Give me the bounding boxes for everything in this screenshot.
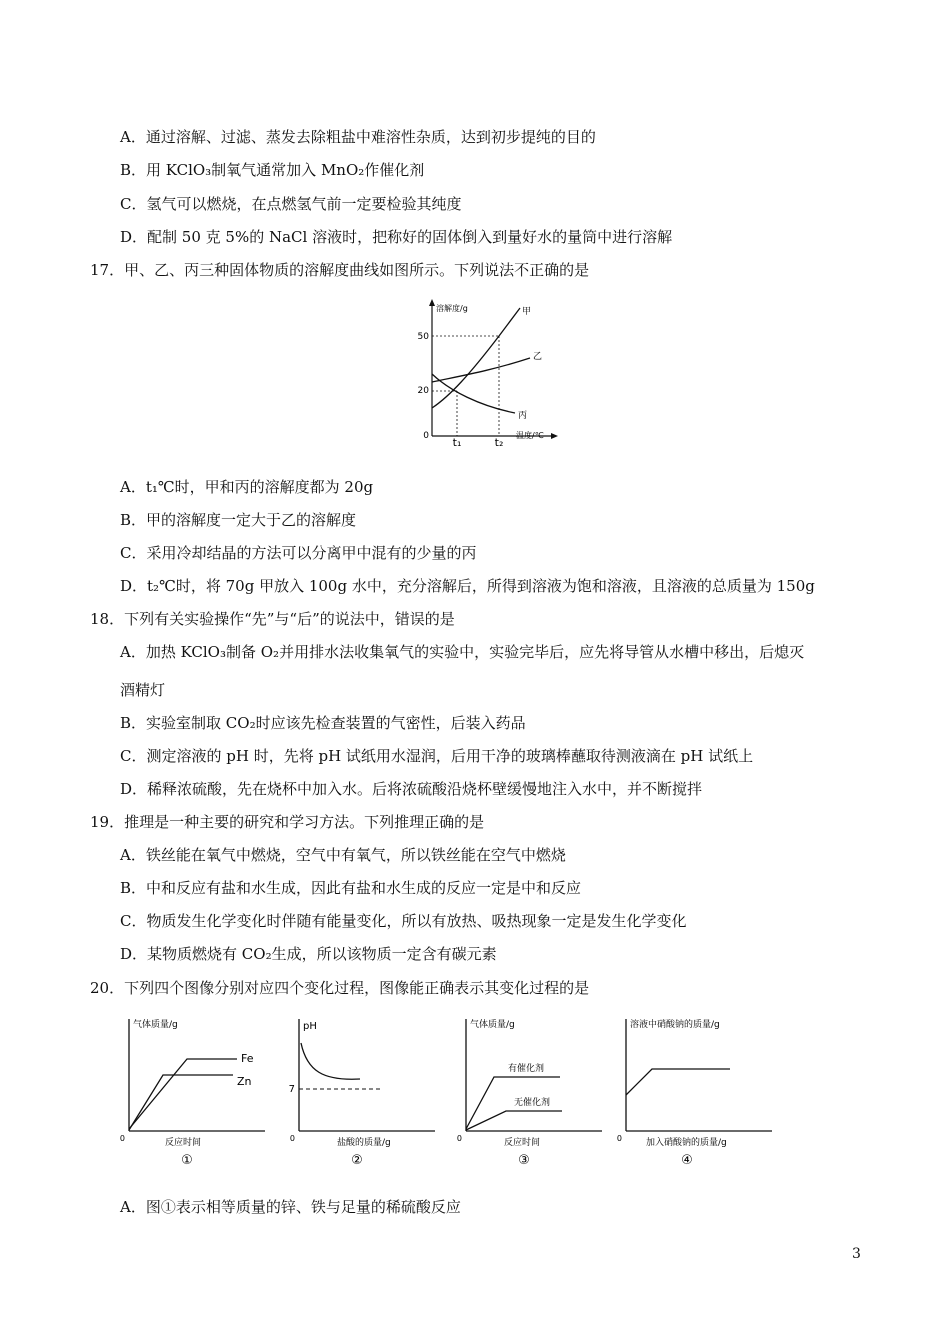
q17-option-a: A．t₁℃时，甲和丙的溶解度都为 20g	[120, 478, 374, 496]
g1-ylabel: 气体质量/g	[133, 1020, 178, 1030]
q19-option-b: B．中和反应有盐和水生成，因此有盐和水生成的反应一定是中和反应	[120, 879, 582, 897]
q19-option-c: C．物质发生化学变化时伴随有能量变化，所以有放热、吸热现象一定是发生化学变化	[120, 912, 687, 930]
graph-1	[115, 1013, 275, 1173]
sol-curve-label-jia: 甲	[522, 307, 532, 317]
sol-curve-label-yi: 乙	[533, 352, 543, 362]
g4-ylabel: 溶液中硝酸钠的质量/g	[630, 1020, 720, 1030]
g1-num: ①	[181, 1153, 193, 1168]
q16-option-a: A．通过溶解、过滤、蒸发去除粗盐中难溶性杂质，达到初步提纯的目的	[120, 128, 596, 146]
sol-ytick-20: 20	[417, 386, 429, 396]
g2-ylabel: pH	[303, 1021, 317, 1032]
page-number: 3	[852, 1246, 861, 1262]
sol-origin: 0	[423, 431, 429, 441]
curve-yi	[432, 358, 530, 382]
q18-option-a-line2: 酒精灯	[120, 681, 166, 699]
y-axis-arrow	[429, 299, 435, 306]
sol-ylabel: 溶解度/g	[436, 304, 468, 313]
sol-xtick-t2: t₂	[494, 436, 504, 448]
g3-num: ③	[518, 1153, 530, 1168]
g3-origin: 0	[456, 1134, 462, 1143]
graph-3	[452, 1013, 612, 1173]
q17-option-b: B．甲的溶解度一定大于乙的溶解度	[120, 511, 357, 529]
q20-option-a: A．图①表示相等质量的锌、铁与足量的稀硫酸反应	[120, 1198, 461, 1216]
q17-option-c: C．采用冷却结晶的方法可以分离甲中混有的少量的丙	[120, 544, 477, 562]
sol-curve-label-bing: 丙	[518, 411, 528, 421]
curve-jia	[432, 308, 520, 408]
solubility-chart	[410, 296, 560, 448]
g3-without-catalyst-line	[466, 1111, 562, 1130]
g1-zn-label: Zn	[237, 1075, 252, 1088]
q16-option-b: B．用 KClO₃制氧气通常加入 MnO₂作催化剂	[120, 161, 425, 179]
q17-option-d: D．t₂℃时，将 70g 甲放入 100g 水中，充分溶解后，所得到溶液为饱和溶液，且溶液的总质量为 150g	[120, 577, 815, 595]
q19-stem: 19．推理是一种主要的研究和学习方法。下列推理正确的是	[90, 813, 485, 831]
g2-tick-7: 7	[288, 1084, 295, 1095]
g4-xlabel: 加入硝酸钠的质量/g	[646, 1138, 727, 1148]
q18-stem: 18．下列有关实验操作“先”与“后”的说法中，错误的是	[90, 610, 455, 628]
g3-xlabel: 反应时间	[504, 1138, 541, 1148]
g4-origin: 0	[616, 1134, 622, 1143]
graph-4	[612, 1013, 782, 1173]
q17-stem: 17．甲、乙、丙三种固体物质的溶解度曲线如图所示。下列说法不正确的是	[90, 261, 590, 279]
q16-option-d: D．配制 50 克 5%的 NaCl 溶液时，把称好的固体倒入到量好水的量筒中进行溶解	[120, 228, 673, 246]
g2-origin: 0	[289, 1134, 295, 1143]
g3-label-without: 无催化剂	[514, 1098, 551, 1108]
g3-ylabel: 气体质量/g	[470, 1020, 515, 1030]
graph-2	[285, 1013, 445, 1173]
g4-num: ④	[681, 1153, 693, 1168]
g2-curve	[301, 1043, 360, 1079]
sol-xlabel: 温度/℃	[516, 431, 544, 440]
q18-option-a-line1: A．加热 KClO₃制备 O₂并用排水法收集氧气的实验中，实验完毕后，应先将导管从水槽中移出，后熄灭	[120, 643, 805, 661]
g2-xlabel: 盐酸的质量/g	[337, 1138, 391, 1148]
g1-fe-label: Fe	[241, 1052, 254, 1065]
q18-option-c: C．测定溶液的 pH 时，先将 pH 试纸用水湿润，后用干净的玻璃棒蘸取待测液滴在 pH 试纸上	[120, 747, 754, 765]
sol-ytick-50: 50	[417, 332, 429, 342]
x-axis-arrow	[551, 433, 558, 439]
sol-xtick-t1: t₁	[452, 436, 462, 448]
g1-xlabel: 反应时间	[165, 1138, 202, 1148]
q16-option-c: C．氢气可以燃烧，在点燃氢气前一定要检验其纯度	[120, 195, 462, 213]
q19-option-a: A．铁丝能在氧气中燃烧，空气中有氧气，所以铁丝能在空气中燃烧	[120, 846, 566, 864]
q20-stem: 20．下列四个图像分别对应四个变化过程，图像能正确表示其变化过程的是	[90, 979, 590, 997]
g1-origin: 0	[119, 1134, 125, 1143]
g4-curve	[626, 1069, 730, 1095]
g3-label-with: 有催化剂	[508, 1064, 545, 1074]
g1-fe-line	[129, 1059, 237, 1129]
q18-option-b: B．实验室制取 CO₂时应该先检查装置的气密性，后装入药品	[120, 714, 526, 732]
q19-option-d: D．某物质燃烧有 CO₂生成，所以该物质一定含有碳元素	[120, 945, 497, 963]
q18-option-d: D．稀释浓硫酸，先在烧杯中加入水。后将浓硫酸沿烧杯壁缓慢地注入水中，并不断搅拌	[120, 780, 703, 798]
g2-num: ②	[351, 1153, 363, 1168]
g1-zn-line	[129, 1075, 233, 1130]
